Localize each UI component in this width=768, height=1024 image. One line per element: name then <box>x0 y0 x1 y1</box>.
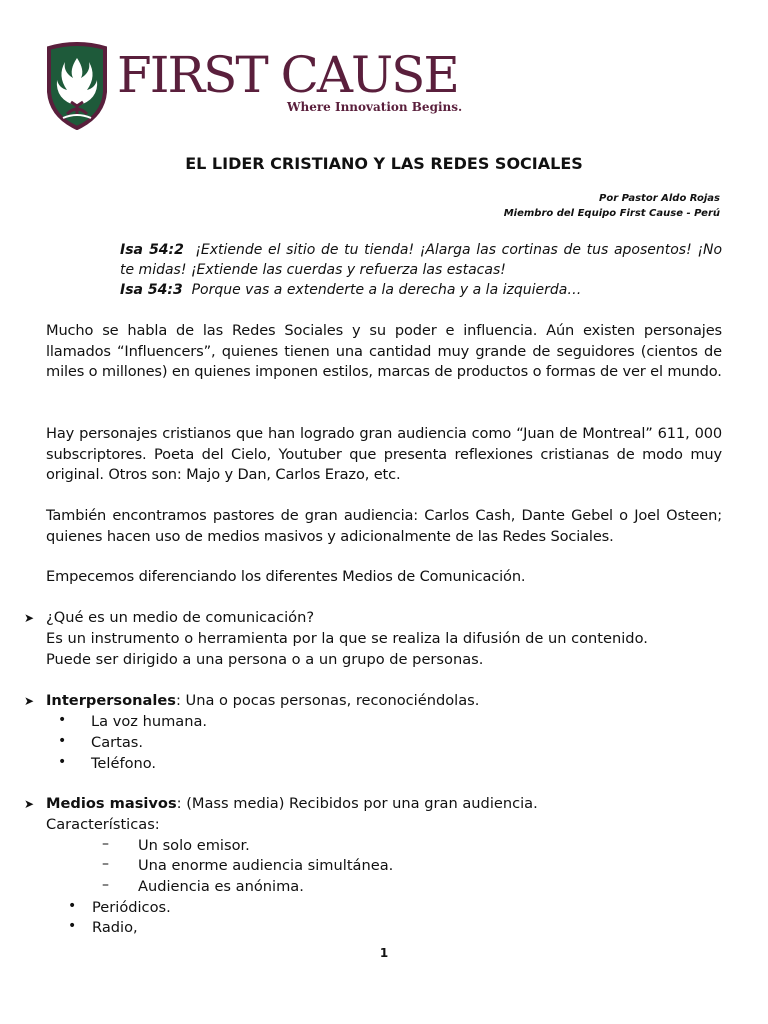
shield-flame-icon <box>45 42 109 130</box>
paragraph-2: Hay personajes cristianos que han logrado gran audiencia como “Juan de Montreal” 611, 000 subscriptores. Poeta del Cielo, Youtuber que presenta reflexiones cristianas de modo muy original. Otros son: Majo y Dan, Carlos Erazo, etc. <box>46 425 722 483</box>
list-item: La voz humana. <box>91 713 208 730</box>
verse-2-ref: Isa 54:3 <box>120 282 183 298</box>
brand-tagline: Where Innovation Begins. <box>287 100 463 114</box>
list-item: Teléfono. <box>91 755 157 772</box>
arrow-bullet-icon: ➤ <box>24 611 35 625</box>
dash-bullet-icon: – <box>102 836 109 852</box>
characteristics-label: Características: <box>46 816 160 833</box>
characteristic-item: Audiencia es anónima. <box>138 878 304 895</box>
bullet-dot-icon: • <box>58 733 67 749</box>
verse-1-ref: Isa 54:2 <box>120 242 184 258</box>
dash-bullet-icon: – <box>102 856 109 872</box>
bullet-dot-icon: • <box>58 754 67 770</box>
section1-line2: Puede ser dirigido a una persona o a un grupo de personas. <box>46 651 484 668</box>
verse-block <box>120 240 722 300</box>
paragraph-4: Empecemos diferenciando los diferentes Medios de Comunicación. <box>46 568 526 585</box>
bullet-dot-icon: • <box>68 898 77 914</box>
section2-desc: : Una o pocas personas, reconociéndolas. <box>175 692 480 709</box>
verse-1 <box>120 240 722 280</box>
section1-line1: Es un instrumento o herramienta por la que se realiza la difusión de un contenido. <box>46 630 648 647</box>
first-cause-logo <box>45 42 463 130</box>
section3-desc: : (Mass media) Recibidos por una gran audiencia. <box>176 795 538 812</box>
verse-2-text: Porque vas a extenderte a la derecha y a la izquierda… <box>191 282 582 298</box>
bullet-dot-icon: • <box>68 918 77 934</box>
verse-2 <box>120 280 722 300</box>
arrow-bullet-icon: ➤ <box>24 694 35 708</box>
bullet-dot-icon: • <box>58 712 67 728</box>
document-title: EL LIDER CRISTIANO Y LAS REDES SOCIALES <box>185 154 583 173</box>
section3-heading-line <box>46 794 722 815</box>
byline <box>504 191 720 221</box>
section3-heading: Medios masivos <box>46 795 177 812</box>
dash-bullet-icon: – <box>102 877 109 893</box>
list-item: Radio, <box>92 919 138 936</box>
section1-question: ¿Qué es un medio de comunicación? <box>46 609 315 626</box>
brand-name: FIRST CAUSE <box>117 46 458 104</box>
section2-heading: Interpersonales <box>46 692 176 709</box>
byline-role: Miembro del Equipo First Cause - Perú <box>503 208 720 219</box>
paragraph-3: También encontramos pastores de gran audiencia: Carlos Cash, Dante Gebel o Joel Osteen; quienes hacen uso de medios masivos y adicionalmente de las Redes Sociales. <box>46 507 722 545</box>
list-item: Cartas. <box>91 734 144 751</box>
characteristic-item: Un solo emisor. <box>138 837 250 854</box>
section2-heading-line <box>46 691 722 712</box>
verse-1-text: ¡Extiende el sitio de tu tienda! ¡Alarga las cortinas de tus aposentos! ¡No te midas! ¡Extiende las cuerdas y refuerza las estacas! <box>120 242 723 278</box>
paragraph-1: Mucho se habla de las Redes Sociales y su poder e influencia. Aún existen personajes llamados “Influencers”, quienes tienen una cantidad muy grande de seguidores (cientos de miles o millones) en quienes imponen estilos, marcas de productos o formas de ver el mundo. <box>46 322 722 380</box>
arrow-bullet-icon: ➤ <box>24 797 35 811</box>
list-item: Periódicos. <box>92 899 171 916</box>
characteristic-item: Una enorme audiencia simultánea. <box>138 857 394 874</box>
page-number: 1 <box>379 946 389 960</box>
byline-author: Por Pastor Aldo Rojas <box>599 193 720 204</box>
